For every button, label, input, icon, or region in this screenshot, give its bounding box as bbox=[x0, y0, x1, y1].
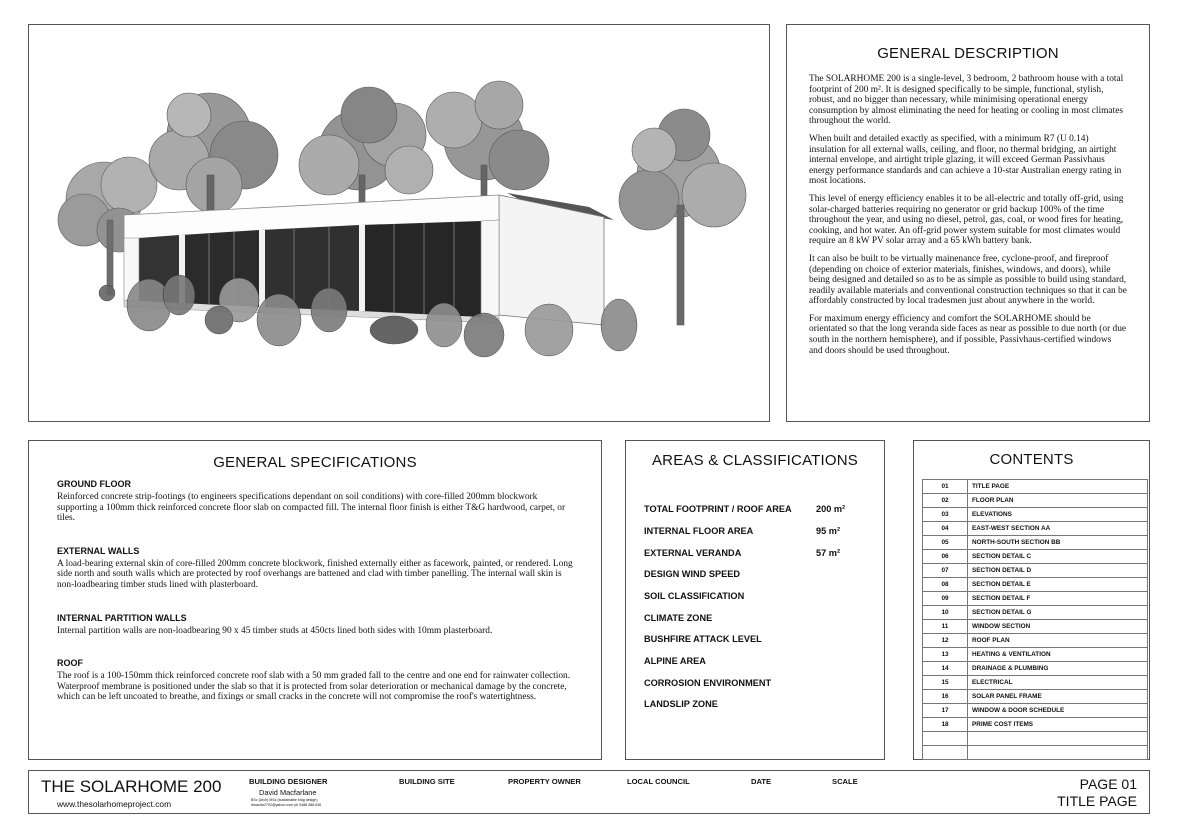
area-value: 57 m² bbox=[816, 548, 841, 558]
house-illustration bbox=[124, 193, 614, 325]
area-row bbox=[644, 656, 866, 666]
contents-number bbox=[923, 732, 968, 746]
table-row bbox=[923, 522, 1148, 536]
contents-name: WINDOW & DOOR SCHEDULE bbox=[968, 704, 1148, 718]
contents-number: 09 bbox=[923, 592, 968, 606]
table-row bbox=[923, 648, 1148, 662]
table-row bbox=[923, 634, 1148, 648]
area-value: 95 m² bbox=[816, 526, 841, 536]
designer-contact: dmacfar2702@yahoo.com ph 0488 488 636 bbox=[251, 803, 322, 807]
table-row bbox=[923, 676, 1148, 690]
spec-heading: GROUND FLOOR bbox=[57, 479, 131, 489]
area-value: 200 m² bbox=[816, 504, 846, 514]
contents-table bbox=[922, 479, 1148, 760]
contents-name bbox=[968, 746, 1148, 760]
contents-number: 06 bbox=[923, 550, 968, 564]
spec-ground-floor bbox=[57, 479, 573, 524]
contents-number bbox=[923, 746, 968, 760]
contents-number: 12 bbox=[923, 634, 968, 648]
contents-name: TITLE PAGE bbox=[968, 480, 1148, 494]
contents-number: 08 bbox=[923, 578, 968, 592]
contents-name: ROOF PLAN bbox=[968, 634, 1148, 648]
designer-credentials: BSc (Arch) MSc (sustainable bldg design) bbox=[251, 798, 318, 802]
areas-classifications-title: AREAS & CLASSIFICATIONS bbox=[651, 452, 859, 469]
contents-name: SECTION DETAIL C bbox=[968, 550, 1148, 564]
building-site-label: BUILDING SITE bbox=[399, 777, 455, 786]
description-paragraph-2: When built and detailed exactly as specified, with a minimum R7 (U 0.14) insulation for all external walls, ceiling, and floor, no thermal bridging, an airtight internal envelope, and airtight triple glazing, it will exceed German Passivhaus energy performance standards and can achieve a 10-star Australian energy rating in most locations. bbox=[809, 133, 1122, 187]
area-row bbox=[644, 504, 866, 514]
description-paragraph-1: The SOLARHOME 200 is a single-level, 3 bedroom, 2 bathroom house with a total footprint of 200 m². It is designed specifically to be simple, functional, stylish, robust, and no bigger than necessary, while minimising operational energy consumption by almost eliminating the need for heating or cooling in most climates throughout the world. bbox=[809, 74, 1124, 127]
contents-number: 01 bbox=[923, 480, 968, 494]
contents-number: 05 bbox=[923, 536, 968, 550]
area-row bbox=[644, 613, 866, 623]
page-title: TITLE PAGE bbox=[1057, 793, 1137, 809]
page-number: PAGE 01 bbox=[1079, 776, 1137, 792]
spec-internal-partition-walls bbox=[57, 613, 573, 637]
contents-name: NORTH-SOUTH SECTION BB bbox=[968, 536, 1148, 550]
table-row bbox=[923, 718, 1148, 732]
spec-text: Reinforced concrete strip-footings (to engineers specifications dependant on soil conditions) with core-filled 200mm blockwork supporting a 100mm thick reinforced concrete floor slab on compacted fill. The internal floor finish is either T&G hardwood, carpet, or tiles. bbox=[57, 492, 566, 524]
contents-number: 17 bbox=[923, 704, 968, 718]
area-label: CLIMATE ZONE bbox=[644, 613, 713, 623]
date-label: DATE bbox=[751, 777, 772, 786]
general-description-panel bbox=[786, 24, 1150, 422]
contents-number: 14 bbox=[923, 662, 968, 676]
contents-name: ELECTRICAL bbox=[968, 676, 1148, 690]
contents-name: WINDOW SECTION bbox=[968, 620, 1148, 634]
table-row bbox=[923, 620, 1148, 634]
contents-name: SECTION DETAIL F bbox=[968, 592, 1148, 606]
contents-number: 11 bbox=[923, 620, 968, 634]
table-row bbox=[923, 690, 1148, 704]
house-render bbox=[29, 25, 769, 421]
project-website: www.thesolarhomeproject.com bbox=[57, 799, 172, 809]
designer-name: David Macfarlane bbox=[259, 788, 317, 797]
contents-number: 02 bbox=[923, 494, 968, 508]
title-block-footer bbox=[28, 770, 1150, 814]
render-panel bbox=[28, 24, 770, 422]
property-owner-label: PROPERTY OWNER bbox=[508, 777, 581, 786]
general-description-title: GENERAL DESCRIPTION bbox=[877, 45, 1059, 62]
contents-title: CONTENTS bbox=[989, 451, 1074, 468]
contents-number: 10 bbox=[923, 606, 968, 620]
table-row bbox=[923, 606, 1148, 620]
contents-name: SOLAR PANEL FRAME bbox=[968, 690, 1148, 704]
areas-classifications-panel bbox=[625, 440, 885, 760]
local-council-label: LOCAL COUNCIL bbox=[627, 777, 690, 786]
spec-roof bbox=[57, 658, 573, 703]
area-label: EXTERNAL VERANDA bbox=[644, 548, 742, 558]
contents-name: DRAINAGE & PLUMBING bbox=[968, 662, 1148, 676]
table-row bbox=[923, 508, 1148, 522]
scale-label: SCALE bbox=[832, 777, 858, 786]
general-specifications-title: GENERAL SPECIFICATIONS bbox=[213, 454, 417, 471]
contents-number: 07 bbox=[923, 564, 968, 578]
table-row bbox=[923, 704, 1148, 718]
area-label: TOTAL FOOTPRINT / ROOF AREA bbox=[644, 504, 792, 514]
spec-text: A load-bearing external skin of core-filled 200mm concrete blockwork, finished externally either as facework, painted, or rendered. Long side north and south walls which are protected by roof overhangs are battened and clad with timber panelling. The internal wall skin is non-loadbearing timber studs lined with plasterboard. bbox=[57, 558, 573, 590]
area-label: SOIL CLASSIFICATION bbox=[644, 591, 745, 601]
contents-number: 16 bbox=[923, 690, 968, 704]
contents-name: SECTION DETAIL G bbox=[968, 606, 1148, 620]
area-label: ALPINE AREA bbox=[644, 656, 706, 666]
area-label: CORROSION ENVIRONMENT bbox=[644, 678, 772, 688]
table-row bbox=[923, 732, 1148, 746]
area-row bbox=[644, 634, 866, 644]
table-row bbox=[923, 536, 1148, 550]
contents-name: HEATING & VENTILATION bbox=[968, 648, 1148, 662]
contents-number: 13 bbox=[923, 648, 968, 662]
description-paragraph-5: For maximum energy efficiency and comfort the SOLARHOME should be orientated so that the long veranda side faces as near as possible to due north (or due south in the northern hemisphere), and if possible, Passivhaus-certified windows and doors should be used throughout. bbox=[809, 313, 1127, 356]
contents-name bbox=[968, 732, 1148, 746]
contents-number: 04 bbox=[923, 522, 968, 536]
spec-text: The roof is a 100-150mm thick reinforced concrete roof slab with a 50 mm graded fall to the centre and one end for rainwater collection. Waterproof membrane is positioned under the slab so that it is protected from solar deterioration or mechanical damage by the concrete, which can be left uncoated to breathe, and fixings or small cracks in the concrete will not compromise the roof's watertightness. bbox=[57, 671, 571, 703]
description-paragraph-4: It can also be built to be virtually mainenance free, cyclone-proof, and fireproof (depending on choice of exterior materials, finishes, windows, and doors), while being designed and detailed so as to be as simple as possible to build using standard, readily available materials and conventional construction techniques so that it can be affordably constructed by local tradesmen just about anywhere in the world. bbox=[809, 253, 1127, 307]
contents-name: SECTION DETAIL D bbox=[968, 564, 1148, 578]
contents-name: SECTION DETAIL E bbox=[968, 578, 1148, 592]
table-row bbox=[923, 480, 1148, 494]
table-row bbox=[923, 662, 1148, 676]
description-paragraph-3: This level of energy efficiency enables it to be all-electric and totally off-grid, using solar-charged batteries requiring no generator or grid backup 100% of the time throughout the year, and using no diesel, petrol, gas, coal, or wood fires for heating, cooking, and hot water. An off-grid power system suitable for most climates would require an 8 kW PV solar array and a 65 kWh battery bank. bbox=[809, 193, 1124, 247]
area-row bbox=[644, 591, 866, 601]
spec-heading: ROOF bbox=[57, 658, 83, 669]
area-row bbox=[644, 699, 866, 709]
spec-external-walls bbox=[57, 546, 573, 591]
table-row bbox=[923, 564, 1148, 578]
table-row bbox=[923, 494, 1148, 508]
area-label: LANDSLIP ZONE bbox=[644, 699, 718, 709]
area-label: BUSHFIRE ATTACK LEVEL bbox=[644, 634, 762, 644]
area-label: INTERNAL FLOOR AREA bbox=[644, 526, 754, 536]
contents-number: 18 bbox=[923, 718, 968, 732]
area-row bbox=[644, 526, 866, 536]
area-row bbox=[644, 678, 866, 688]
area-row bbox=[644, 548, 866, 558]
contents-name: PRIME COST ITEMS bbox=[968, 718, 1148, 732]
table-row bbox=[923, 746, 1148, 760]
building-designer-label: BUILDING DESIGNER bbox=[249, 777, 328, 786]
contents-name: EAST-WEST SECTION AA bbox=[968, 522, 1148, 536]
table-row bbox=[923, 550, 1148, 564]
contents-panel bbox=[913, 440, 1150, 760]
area-row bbox=[644, 569, 866, 579]
table-row bbox=[923, 592, 1148, 606]
table-row bbox=[923, 578, 1148, 592]
general-specifications-panel bbox=[28, 440, 602, 760]
contents-number: 03 bbox=[923, 508, 968, 522]
contents-name: FLOOR PLAN bbox=[968, 494, 1148, 508]
project-title: THE SOLARHOME 200 bbox=[41, 777, 222, 796]
contents-name: ELEVATIONS bbox=[968, 508, 1148, 522]
spec-heading: INTERNAL PARTITION WALLS bbox=[57, 612, 187, 623]
contents-number: 15 bbox=[923, 676, 968, 690]
spec-heading: EXTERNAL WALLS bbox=[57, 545, 140, 556]
spec-text: Internal partition walls are non-loadbearing 90 x 45 timber studs at 450cts lined both sides with 10mm plasterboard. bbox=[57, 625, 493, 636]
area-label: DESIGN WIND SPEED bbox=[644, 569, 740, 579]
